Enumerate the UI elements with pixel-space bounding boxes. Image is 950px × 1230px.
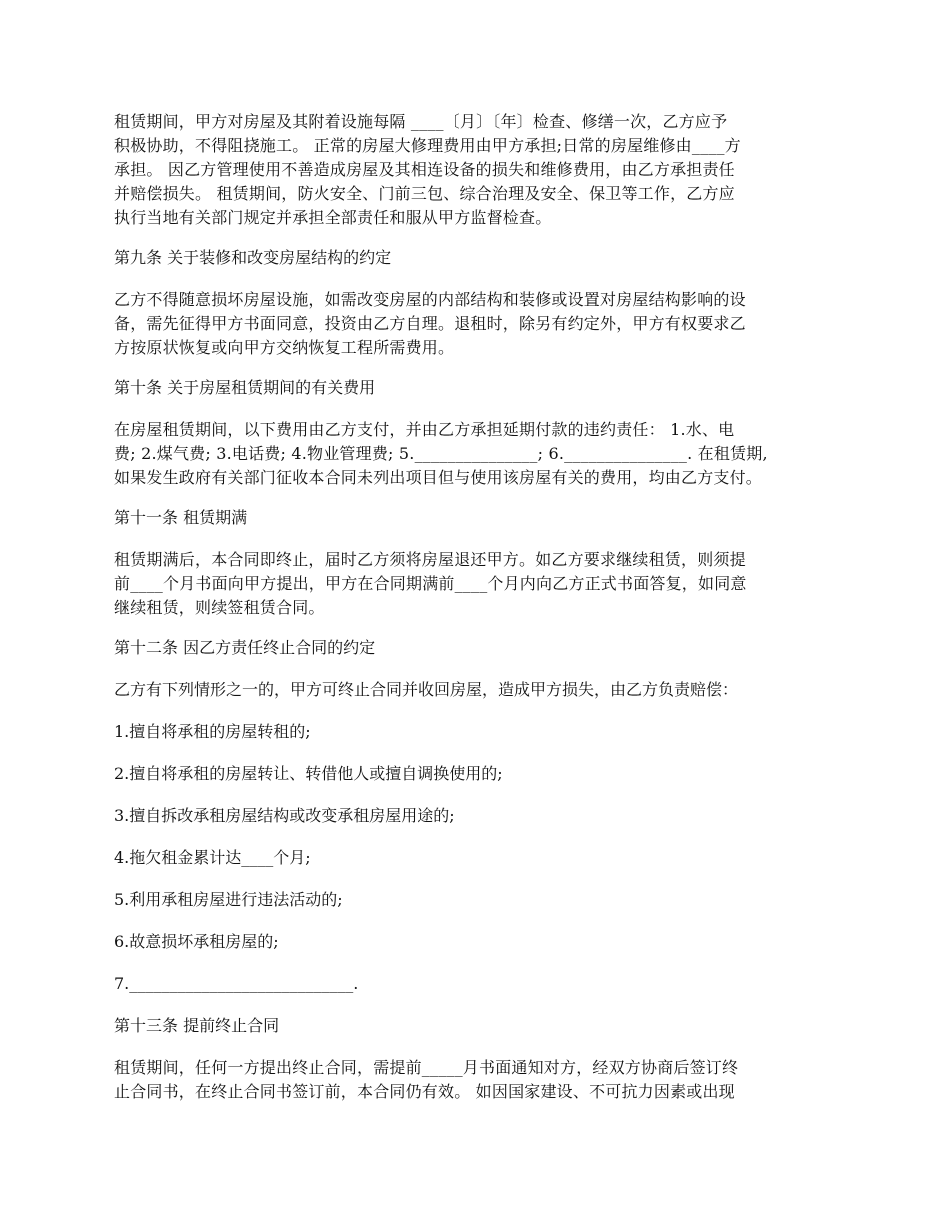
list-item: 4.拖欠租金累计达____个月; — [114, 848, 311, 867]
list-item: 7.____________________________. — [114, 974, 359, 993]
text-line: 备，需先征得甲方书面同意，投资由乙方自理。退租时，除另有约定外，甲方有权要求乙 — [114, 314, 746, 333]
text-line: 费; 2.煤气费; 3.电话费; 4.物业管理费; 5._______________; 6._______________. 在租赁期, — [114, 444, 768, 463]
text-line: 止合同书，在终止合同书签订前，本合同仍有效。 如因国家建设、不可抗力因素或出现 — [114, 1082, 735, 1101]
section-heading-9: 第九条 关于装修和改变房屋结构的约定 — [114, 248, 392, 267]
text-line: 执行当地有关部门规定并承担全部责任和服从甲方监督检查。 — [114, 208, 552, 227]
list-item: 5.利用承租房屋进行违法活动的; — [114, 890, 343, 909]
paragraph-lease-expiry — [114, 548, 852, 620]
text-line: 并赔偿损失。 租赁期间，防火安全、门前三包、综合治理及安全、保卫等工作，乙方应 — [114, 184, 735, 203]
section-heading-11: 第十一条 租赁期满 — [114, 508, 248, 527]
paragraph-renovation — [114, 288, 852, 360]
paragraph-termination-intro: 乙方有下列情形之一的，甲方可终止合同并收回房屋，造成甲方损失，由乙方负责赔偿： — [114, 680, 739, 699]
text-line: 租赁期间，任何一方提出终止合同，需提前_____月书面通知对方，经双方协商后签订终 — [114, 1058, 739, 1077]
text-line: 继续租赁，则续签租赁合同。 — [114, 598, 325, 617]
section-heading-12: 第十二条 因乙方责任终止合同的约定 — [114, 638, 376, 657]
text-line: 前____个月书面向甲方提出，甲方在合同期满前____个月内向乙方正式书面答复，如同意 — [114, 574, 747, 593]
list-item: 6.故意损坏承租房屋的; — [114, 932, 279, 951]
text-line: 在房屋租赁期间，以下费用由乙方支付，并由乙方承担延期付款的违约责任： 1.水、电 — [114, 420, 735, 439]
text-line: 租赁期满后，本合同即终止，届时乙方须将房屋退还甲方。如乙方要求继续租赁，则须提 — [114, 550, 746, 569]
text-line: 方按原状恢复或向甲方交纳恢复工程所需费用。 — [114, 338, 455, 357]
list-item: 3.擅自拆改承租房屋结构或改变承租房屋用途的; — [114, 806, 455, 825]
text-line: 乙方不得随意损坏房屋设施，如需改变房屋的内部结构和装修或设置对房屋结构影响的设 — [114, 290, 746, 309]
text-line: 积极协助，不得阻挠施工。 正常的房屋大修理费用由甲方承担;日常的房屋维修由____方 — [114, 136, 741, 155]
paragraph-early-termination — [114, 1056, 852, 1104]
text-line: 租赁期间，甲方对房屋及其附着设施每隔 ____〔月〕〔年〕检查、修缮一次，乙方应予 — [114, 112, 728, 131]
list-item: 2.擅自将承租的房屋转让、转借他人或擅自调换使用的; — [114, 764, 503, 783]
list-item: 1.擅自将承租的房屋转租的; — [114, 722, 311, 741]
paragraph-fees — [114, 418, 852, 490]
document-page — [114, 110, 852, 1120]
paragraph-maintenance — [114, 110, 852, 230]
section-heading-10: 第十条 关于房屋租赁期间的有关费用 — [114, 378, 376, 397]
text-line: 如果发生政府有关部门征收本合同未列出项目但与使用该房屋有关的费用，均由乙方支付。 — [114, 468, 763, 487]
section-heading-13: 第十三条 提前终止合同 — [114, 1016, 280, 1035]
text-line: 承担。 因乙方管理使用不善造成房屋及其相连设备的损失和维修费用，由乙方承担责任 — [114, 160, 735, 179]
